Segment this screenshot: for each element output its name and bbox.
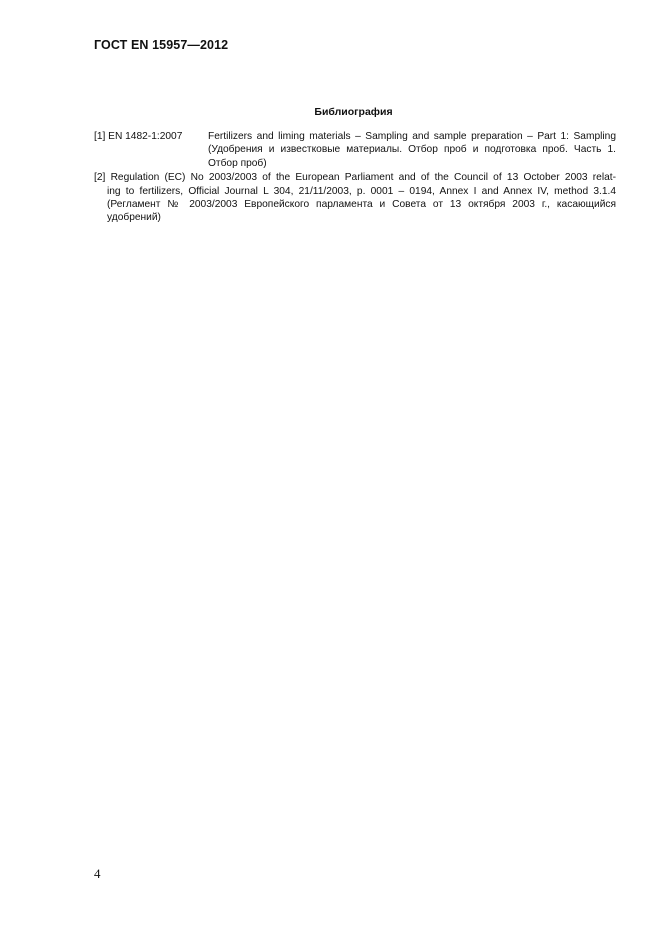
entry-line <box>94 171 616 184</box>
page-number: 4 <box>94 866 101 881</box>
entry-reference-text <box>94 171 616 225</box>
bibliography-entry-1 <box>94 130 616 170</box>
entry-reference-text: Fertilizers and liming materials – Sampling and sample preparation – Part 1: Sampling (Удобрения и известковые материалы. Отбор проб и подготовка проб. Часть 1. Отбор проб) <box>208 131 616 169</box>
bibliography-title: Библиография <box>314 106 393 118</box>
entry-reference-id: [2] <box>94 172 106 184</box>
entry-reference-id: [1] EN 1482-1:2007 <box>94 131 183 142</box>
entry-line-text: Regulation (EC) No 2003/2003 of the European Parliament and of the Council of 13 October 2003 relat- <box>110 172 617 184</box>
entry-line: удобрений) <box>107 212 161 224</box>
standard-code-header: ГОСТ EN 15957—2012 <box>94 38 229 52</box>
entry-line: ing to fertilizers, Official Journal L 304, 21/11/2003, p. 0001 – 0194, Annex I and Annex IV, method 3.1.4 <box>107 185 616 197</box>
bibliography-entry-2 <box>94 171 616 225</box>
bibliography-list <box>94 130 616 226</box>
entry-line: (Регламент № 2003/2003 Европейского парламента и Совета от 13 октября 2003 г., касающийся <box>107 199 616 211</box>
